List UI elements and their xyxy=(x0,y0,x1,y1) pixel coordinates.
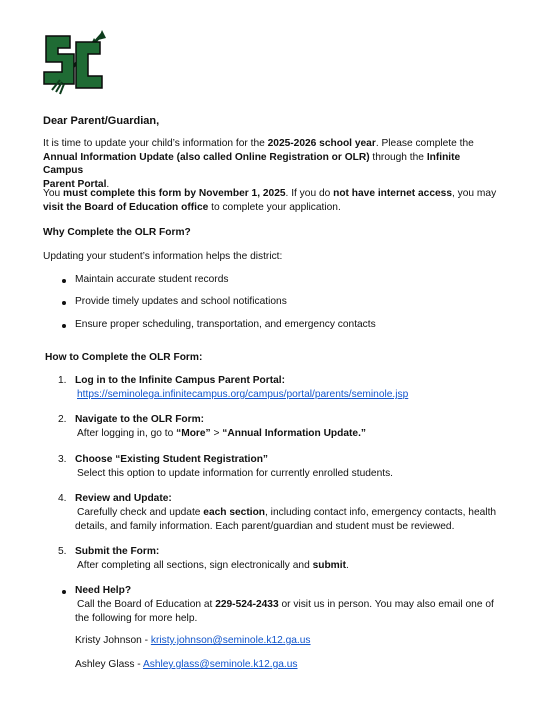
why-bullet-1: Maintain accurate student records xyxy=(75,274,229,285)
contact-email-link[interactable]: kristy.johnson@seminole.k12.ga.us xyxy=(150,635,311,646)
step-3-title: Choose “Existing Student Registration” xyxy=(75,454,269,465)
sc-spear-logo-icon xyxy=(40,28,108,96)
step-1-title: Log in to the Infinite Campus Parent Portal: xyxy=(75,375,285,386)
step-4-title: Review and Update: xyxy=(75,493,172,504)
step-3-desc: Select this option to update information for currently enrolled students. xyxy=(77,468,393,479)
deadline-paragraph: You must complete this form by November 1, 2025. If you do not have internet access, you may visit the Board of Education office to complete your application. xyxy=(43,188,497,213)
intro-paragraph: It is time to update your child’s information for the 2025-2026 school year. Please complete the Annual Information Update (also called Online Registration or OLR) through the Infinite Campus Parent Portal. xyxy=(43,138,474,190)
step-4-desc-line2: details, and family information. Each parent/guardian and student must be reviewed. xyxy=(75,521,455,532)
why-bullet-3: Ensure proper scheduling, transportation, and emergency contacts xyxy=(75,319,376,330)
why-heading: Why Complete the OLR Form? xyxy=(43,227,191,238)
contact-ashley xyxy=(75,658,298,672)
step-5-desc: After completing all sections, sign electronically and submit. xyxy=(77,560,349,571)
step-5-title: Submit the Form: xyxy=(75,546,160,557)
step-2-desc: After logging in, go to “More” > “Annual Information Update.” xyxy=(77,428,367,439)
step-number: 2. xyxy=(58,414,67,425)
step-4-desc: Carefully check and update each section, including contact info, emergency contacts, health xyxy=(77,507,497,518)
contact-name: Ashley Glass - xyxy=(75,659,143,670)
step-2-title: Navigate to the OLR Form: xyxy=(75,414,205,425)
bullet-icon xyxy=(62,279,66,283)
step-number: 4. xyxy=(58,493,67,504)
bullet-icon xyxy=(62,301,66,305)
step-number: 1. xyxy=(58,375,67,386)
help-line-2: the following for more help. xyxy=(75,613,198,624)
help-line-1: Call the Board of Education at 229-524-2433 or visit us in person. You may also email one of xyxy=(77,599,494,610)
step-number: 5. xyxy=(58,546,67,557)
portal-link[interactable]: https://seminolega.infinitecampus.org/campus/portal/parents/seminole.jsp xyxy=(77,389,409,400)
bullet-icon xyxy=(62,324,66,328)
contact-name: Kristy Johnson - xyxy=(75,635,151,646)
how-heading: How to Complete the OLR Form: xyxy=(45,352,203,363)
contact-email-link[interactable]: Ashley.glass@seminole.k12.ga.us xyxy=(142,659,298,670)
help-title: Need Help? xyxy=(75,585,132,596)
school-logo xyxy=(40,28,108,96)
salutation: Dear Parent/Guardian, xyxy=(43,115,160,127)
bullet-icon xyxy=(62,590,66,594)
why-intro: Updating your student’s information helps the district: xyxy=(43,251,283,262)
contact-kristy xyxy=(75,634,311,648)
step-number: 3. xyxy=(58,454,67,465)
why-bullet-2: Provide timely updates and school notifications xyxy=(75,296,287,307)
